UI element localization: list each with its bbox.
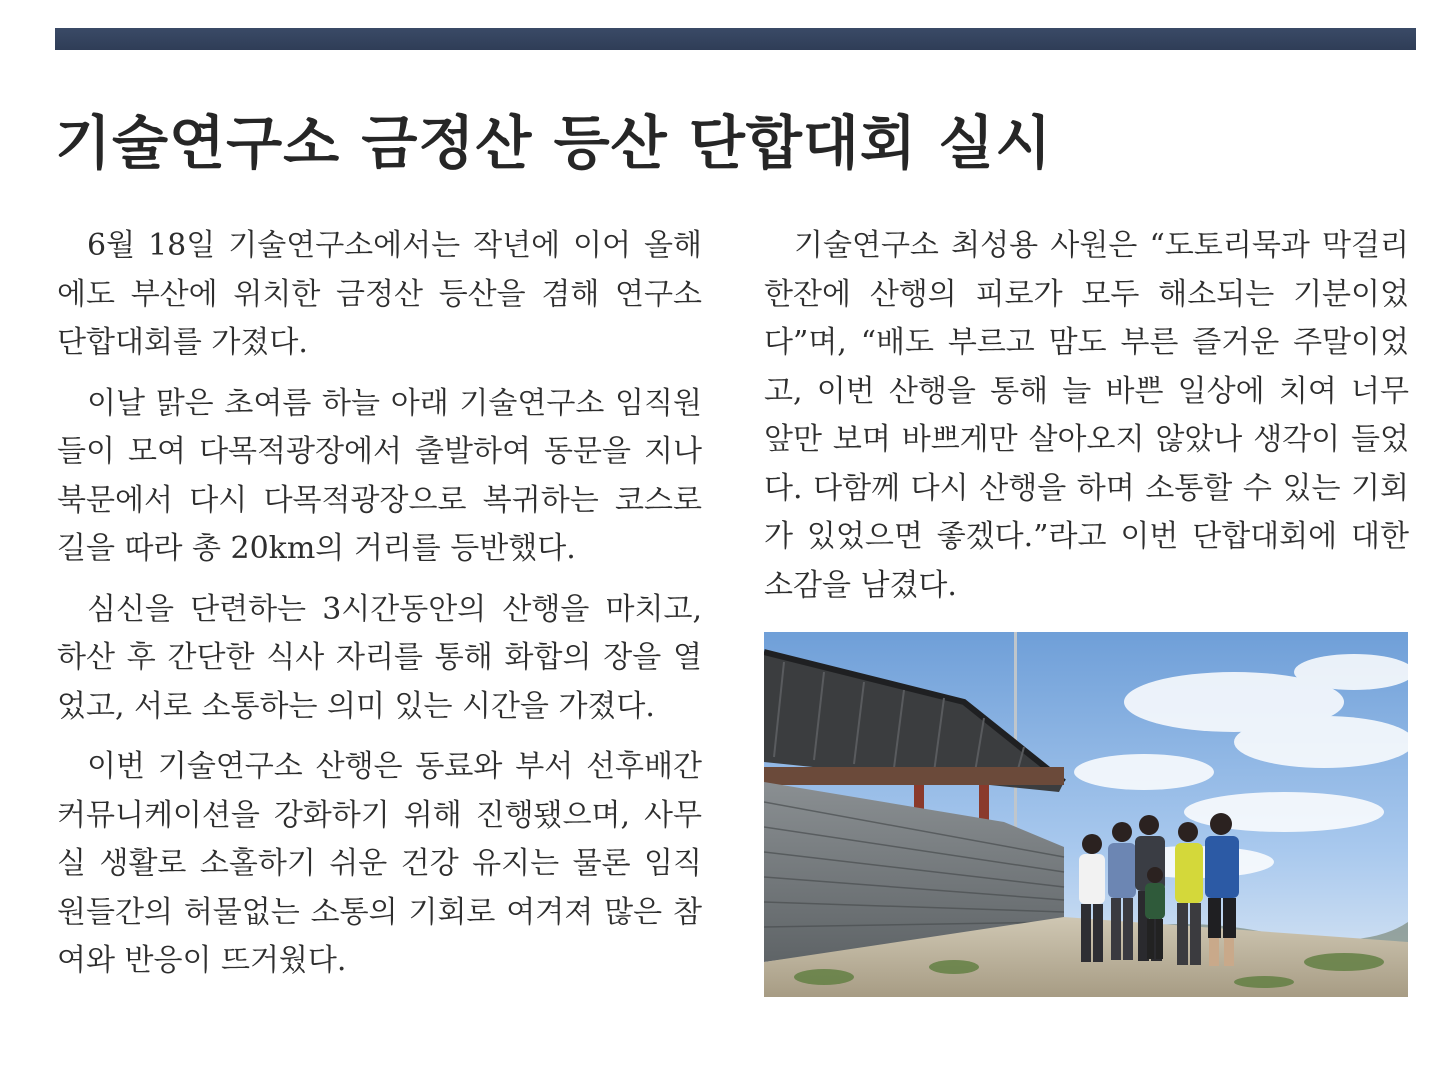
left-column bbox=[57, 222, 702, 998]
header-bar bbox=[55, 28, 1416, 50]
quote-paragraph: 기술연구소 최성용 사원은 “도토리묵과 막걸리 한잔에 산행의 피로가 모두 해소되는 기분이었다”며, “배도 부르고 맘도 부른 즐거운 주말이었고, 이번 산행을 통해 늘 바쁜 일상에 치여 너무 앞만 보며 바쁘게만 살아오지 않았나 생각이 들었다. 다함께 다시 산행을 하며 소통할 수 있는 기회가 있었으면 좋겠다.”라고 이번 단합대회에 대한 소감을 남겼다. bbox=[764, 228, 1409, 603]
article-title: 기술연구소 금정산 등산 단합대회 실시 bbox=[55, 109, 1053, 177]
paragraph: 이번 기술연구소 산행은 동료와 부서 선후배간 커뮤니케이션을 강화하기 위해 진행됐으며, 사무실 생활로 소홀하기 쉬운 건강 유지는 물론 임직원들간의 허물없는 소통의 기회로 여겨져 많은 참여와 반응이 뜨거웠다. bbox=[57, 749, 702, 978]
group-photo bbox=[764, 632, 1408, 997]
paragraph: 심신을 단련하는 3시간동안의 산행을 마치고, 하산 후 간단한 식사 자리를 통해 화합의 장을 열었고, 서로 소통하는 의미 있는 시간을 가졌다. bbox=[57, 591, 702, 724]
paragraph: 이날 맑은 초여름 하늘 아래 기술연구소 임직원들이 모여 다목적광장에서 출발하여 동문을 지나 북문에서 다시 다목적광장으로 복귀하는 코스로 길을 따라 총 20km의 거리를 등반했다. bbox=[57, 385, 702, 566]
paragraph: 6월 18일 기술연구소에서는 작년에 이어 올해에도 부산에 위치한 금정산 등산을 겸해 연구소 단합대회를 가졌다. bbox=[57, 228, 702, 360]
photo-illustration bbox=[764, 632, 1408, 997]
right-column bbox=[764, 222, 1409, 622]
